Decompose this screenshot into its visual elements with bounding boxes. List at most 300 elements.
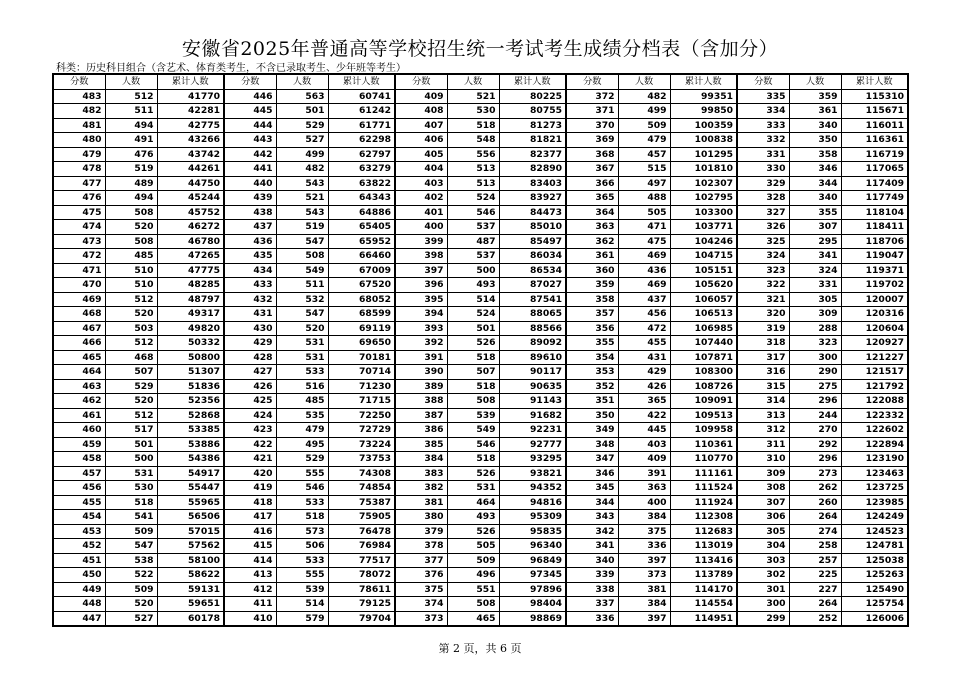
count-cell: 503 xyxy=(105,321,157,336)
score-cell: 452 xyxy=(53,539,105,554)
table-row xyxy=(53,452,908,467)
count-cell: 469 xyxy=(618,249,670,264)
cumulative-cell: 122602 xyxy=(841,423,908,438)
cumulative-cell: 110361 xyxy=(670,437,737,452)
table-row xyxy=(53,481,908,496)
score-cell: 400 xyxy=(395,220,447,235)
count-cell: 225 xyxy=(789,568,841,583)
score-cell: 439 xyxy=(224,191,276,206)
score-cell: 447 xyxy=(53,611,105,626)
cumulative-cell: 57562 xyxy=(157,539,224,554)
cumulative-cell: 46780 xyxy=(157,234,224,249)
score-cell: 311 xyxy=(737,437,789,452)
score-cell: 387 xyxy=(395,408,447,423)
count-cell: 512 xyxy=(105,89,157,104)
count-cell: 508 xyxy=(105,234,157,249)
cumulative-cell: 43742 xyxy=(157,147,224,162)
count-cell: 507 xyxy=(447,365,499,380)
count-cell: 400 xyxy=(618,495,670,510)
score-cell: 349 xyxy=(566,423,618,438)
cumulative-cell: 41770 xyxy=(157,89,224,104)
score-cell: 375 xyxy=(395,582,447,597)
cumulative-cell: 69119 xyxy=(328,321,395,336)
cumulative-header: 累计人数 xyxy=(670,74,737,89)
cumulative-cell: 51836 xyxy=(157,379,224,394)
cumulative-cell: 95309 xyxy=(499,510,566,525)
score-cell: 307 xyxy=(737,495,789,510)
score-cell: 310 xyxy=(737,452,789,467)
table-row xyxy=(53,191,908,206)
count-cell: 469 xyxy=(618,278,670,293)
cumulative-cell: 109513 xyxy=(670,408,737,423)
count-cell: 350 xyxy=(789,133,841,148)
cumulative-cell: 81821 xyxy=(499,133,566,148)
cumulative-cell: 107871 xyxy=(670,350,737,365)
score-cell: 356 xyxy=(566,321,618,336)
score-cell: 410 xyxy=(224,611,276,626)
score-cell: 423 xyxy=(224,423,276,438)
score-cell: 339 xyxy=(566,568,618,583)
score-cell: 417 xyxy=(224,510,276,525)
cumulative-cell: 52868 xyxy=(157,408,224,423)
count-cell: 535 xyxy=(276,408,328,423)
count-cell: 252 xyxy=(789,611,841,626)
count-cell: 264 xyxy=(789,510,841,525)
score-cell: 404 xyxy=(395,162,447,177)
cumulative-cell: 120007 xyxy=(841,292,908,307)
count-cell: 530 xyxy=(105,481,157,496)
cumulative-cell: 54386 xyxy=(157,452,224,467)
count-cell: 530 xyxy=(447,104,499,119)
count-cell: 520 xyxy=(105,394,157,409)
score-cell: 332 xyxy=(737,133,789,148)
page-title: 安徽省2025年普通高等学校招生统一考试考生成绩分档表（含加分） xyxy=(181,38,779,60)
cumulative-cell: 93295 xyxy=(499,452,566,467)
count-cell: 373 xyxy=(618,568,670,583)
score-cell: 305 xyxy=(737,524,789,539)
count-cell: 323 xyxy=(789,336,841,351)
score-cell: 433 xyxy=(224,278,276,293)
count-cell: 331 xyxy=(789,278,841,293)
score-cell: 473 xyxy=(53,234,105,249)
score-cell: 468 xyxy=(53,307,105,322)
score-cell: 321 xyxy=(737,292,789,307)
table-header xyxy=(53,74,908,89)
cumulative-cell: 126006 xyxy=(841,611,908,626)
count-cell: 526 xyxy=(447,336,499,351)
score-cell: 366 xyxy=(566,176,618,191)
count-cell: 533 xyxy=(276,495,328,510)
score-cell: 370 xyxy=(566,118,618,133)
score-cell: 385 xyxy=(395,437,447,452)
count-cell: 344 xyxy=(789,176,841,191)
score-cell: 464 xyxy=(53,365,105,380)
score-cell: 300 xyxy=(737,597,789,612)
cumulative-cell: 50800 xyxy=(157,350,224,365)
score-cell: 403 xyxy=(395,176,447,191)
cumulative-cell: 118104 xyxy=(841,205,908,220)
score-cell: 420 xyxy=(224,466,276,481)
count-cell: 500 xyxy=(105,452,157,467)
cumulative-cell: 60741 xyxy=(328,89,395,104)
count-cell: 456 xyxy=(618,307,670,322)
count-header: 人数 xyxy=(276,74,328,89)
cumulative-cell: 79704 xyxy=(328,611,395,626)
count-cell: 533 xyxy=(276,365,328,380)
cumulative-cell: 80755 xyxy=(499,104,566,119)
score-cell: 347 xyxy=(566,452,618,467)
cumulative-cell: 67520 xyxy=(328,278,395,293)
score-cell: 320 xyxy=(737,307,789,322)
count-cell: 579 xyxy=(276,611,328,626)
score-cell: 394 xyxy=(395,307,447,322)
count-cell: 515 xyxy=(618,162,670,177)
score-cell: 322 xyxy=(737,278,789,293)
cumulative-cell: 98404 xyxy=(499,597,566,612)
cumulative-cell: 99351 xyxy=(670,89,737,104)
count-cell: 508 xyxy=(276,249,328,264)
score-cell: 324 xyxy=(737,249,789,264)
count-cell: 499 xyxy=(276,147,328,162)
score-cell: 369 xyxy=(566,133,618,148)
table-row xyxy=(53,379,908,394)
score-cell: 362 xyxy=(566,234,618,249)
score-cell: 430 xyxy=(224,321,276,336)
count-cell: 529 xyxy=(276,118,328,133)
table-row xyxy=(53,394,908,409)
score-cell: 348 xyxy=(566,437,618,452)
score-cell: 476 xyxy=(53,191,105,206)
cumulative-cell: 82890 xyxy=(499,162,566,177)
table-row xyxy=(53,510,908,525)
score-cell: 451 xyxy=(53,553,105,568)
table-row xyxy=(53,365,908,380)
cumulative-cell: 61771 xyxy=(328,118,395,133)
score-cell: 462 xyxy=(53,394,105,409)
count-cell: 526 xyxy=(447,524,499,539)
cumulative-cell: 97896 xyxy=(499,582,566,597)
subject-line: 科类：历史科目组合（含艺术、体育类考生，不含已录取考生、少年班等考生） xyxy=(56,63,406,74)
cumulative-cell: 105620 xyxy=(670,278,737,293)
table-row xyxy=(53,321,908,336)
score-cell: 469 xyxy=(53,292,105,307)
count-cell: 508 xyxy=(447,597,499,612)
count-cell: 292 xyxy=(789,437,841,452)
cumulative-cell: 84473 xyxy=(499,205,566,220)
cumulative-cell: 74854 xyxy=(328,481,395,496)
count-cell: 346 xyxy=(789,162,841,177)
count-cell: 500 xyxy=(447,263,499,278)
count-cell: 493 xyxy=(447,278,499,293)
cumulative-cell: 110770 xyxy=(670,452,737,467)
cumulative-cell: 65952 xyxy=(328,234,395,249)
count-cell: 508 xyxy=(447,394,499,409)
cumulative-cell: 107440 xyxy=(670,336,737,351)
cumulative-cell: 47775 xyxy=(157,263,224,278)
cumulative-header: 累计人数 xyxy=(157,74,224,89)
score-cell: 330 xyxy=(737,162,789,177)
count-cell: 260 xyxy=(789,495,841,510)
count-cell: 512 xyxy=(105,408,157,423)
cumulative-cell: 55447 xyxy=(157,481,224,496)
cumulative-cell: 56506 xyxy=(157,510,224,525)
score-cell: 390 xyxy=(395,365,447,380)
count-cell: 493 xyxy=(447,510,499,525)
score-cell: 391 xyxy=(395,350,447,365)
score-cell: 341 xyxy=(566,539,618,554)
table-body xyxy=(53,89,908,626)
count-cell: 476 xyxy=(105,147,157,162)
table-row xyxy=(53,539,908,554)
score-cell: 405 xyxy=(395,147,447,162)
cumulative-cell: 93821 xyxy=(499,466,566,481)
cumulative-cell: 95835 xyxy=(499,524,566,539)
count-cell: 547 xyxy=(276,234,328,249)
count-cell: 537 xyxy=(447,249,499,264)
table-row xyxy=(53,350,908,365)
cumulative-cell: 104715 xyxy=(670,249,737,264)
table-row xyxy=(53,423,908,438)
cumulative-cell: 45244 xyxy=(157,191,224,206)
count-cell: 563 xyxy=(276,89,328,104)
score-cell: 444 xyxy=(224,118,276,133)
cumulative-header: 累计人数 xyxy=(328,74,395,89)
table-row xyxy=(53,336,908,351)
score-cell: 334 xyxy=(737,104,789,119)
count-cell: 501 xyxy=(447,321,499,336)
count-cell: 548 xyxy=(447,133,499,148)
score-cell: 335 xyxy=(737,89,789,104)
count-header: 人数 xyxy=(618,74,670,89)
count-cell: 409 xyxy=(618,452,670,467)
cumulative-cell: 90635 xyxy=(499,379,566,394)
cumulative-cell: 100359 xyxy=(670,118,737,133)
cumulative-cell: 79125 xyxy=(328,597,395,612)
cumulative-cell: 43266 xyxy=(157,133,224,148)
cumulative-cell: 89092 xyxy=(499,336,566,351)
count-cell: 288 xyxy=(789,321,841,336)
count-cell: 510 xyxy=(105,278,157,293)
count-cell: 505 xyxy=(447,539,499,554)
count-cell: 361 xyxy=(789,104,841,119)
cumulative-cell: 77517 xyxy=(328,553,395,568)
score-cell: 355 xyxy=(566,336,618,351)
cumulative-cell: 94352 xyxy=(499,481,566,496)
count-cell: 488 xyxy=(618,191,670,206)
table-row xyxy=(53,495,908,510)
count-cell: 531 xyxy=(105,466,157,481)
cumulative-cell: 96340 xyxy=(499,539,566,554)
cumulative-cell: 119047 xyxy=(841,249,908,264)
score-cell: 425 xyxy=(224,394,276,409)
score-cell: 350 xyxy=(566,408,618,423)
count-cell: 468 xyxy=(105,350,157,365)
count-cell: 506 xyxy=(276,539,328,554)
count-cell: 510 xyxy=(105,263,157,278)
count-cell: 479 xyxy=(618,133,670,148)
count-cell: 494 xyxy=(105,191,157,206)
score-cell: 458 xyxy=(53,452,105,467)
cumulative-cell: 122332 xyxy=(841,408,908,423)
score-cell: 474 xyxy=(53,220,105,235)
cumulative-cell: 92777 xyxy=(499,437,566,452)
count-cell: 573 xyxy=(276,524,328,539)
score-cell: 326 xyxy=(737,220,789,235)
score-cell: 368 xyxy=(566,147,618,162)
score-cell: 440 xyxy=(224,176,276,191)
count-cell: 511 xyxy=(276,278,328,293)
count-cell: 270 xyxy=(789,423,841,438)
count-cell: 513 xyxy=(447,176,499,191)
count-cell: 513 xyxy=(447,162,499,177)
score-cell: 354 xyxy=(566,350,618,365)
cumulative-cell: 103771 xyxy=(670,220,737,235)
cumulative-cell: 112683 xyxy=(670,524,737,539)
count-cell: 501 xyxy=(276,104,328,119)
count-cell: 521 xyxy=(276,191,328,206)
score-cell: 346 xyxy=(566,466,618,481)
cumulative-cell: 59651 xyxy=(157,597,224,612)
score-cell: 431 xyxy=(224,307,276,322)
cumulative-cell: 45752 xyxy=(157,205,224,220)
cumulative-cell: 123463 xyxy=(841,466,908,481)
count-cell: 340 xyxy=(789,118,841,133)
score-cell: 379 xyxy=(395,524,447,539)
count-cell: 551 xyxy=(447,582,499,597)
cumulative-cell: 116719 xyxy=(841,147,908,162)
score-cell: 336 xyxy=(566,611,618,626)
score-cell: 319 xyxy=(737,321,789,336)
score-cell: 418 xyxy=(224,495,276,510)
score-header: 分数 xyxy=(224,74,276,89)
score-cell: 471 xyxy=(53,263,105,278)
cumulative-cell: 103300 xyxy=(670,205,737,220)
score-cell: 325 xyxy=(737,234,789,249)
score-cell: 392 xyxy=(395,336,447,351)
count-cell: 518 xyxy=(447,350,499,365)
count-cell: 547 xyxy=(276,307,328,322)
cumulative-cell: 115671 xyxy=(841,104,908,119)
score-cell: 448 xyxy=(53,597,105,612)
cumulative-cell: 82377 xyxy=(499,147,566,162)
score-cell: 438 xyxy=(224,205,276,220)
score-cell: 357 xyxy=(566,307,618,322)
cumulative-cell: 55965 xyxy=(157,495,224,510)
cumulative-cell: 42281 xyxy=(157,104,224,119)
count-cell: 437 xyxy=(618,292,670,307)
cumulative-cell: 53886 xyxy=(157,437,224,452)
score-cell: 419 xyxy=(224,481,276,496)
cumulative-cell: 86034 xyxy=(499,249,566,264)
count-cell: 521 xyxy=(447,89,499,104)
count-cell: 403 xyxy=(618,437,670,452)
cumulative-cell: 62298 xyxy=(328,133,395,148)
table-row xyxy=(53,234,908,249)
count-cell: 358 xyxy=(789,147,841,162)
cumulative-cell: 75905 xyxy=(328,510,395,525)
cumulative-cell: 125754 xyxy=(841,597,908,612)
count-cell: 497 xyxy=(618,176,670,191)
count-cell: 526 xyxy=(447,466,499,481)
count-cell: 520 xyxy=(105,307,157,322)
cumulative-cell: 75387 xyxy=(328,495,395,510)
count-cell: 397 xyxy=(618,611,670,626)
cumulative-cell: 117065 xyxy=(841,162,908,177)
score-cell: 424 xyxy=(224,408,276,423)
cumulative-cell: 101295 xyxy=(670,147,737,162)
cumulative-cell: 87027 xyxy=(499,278,566,293)
count-cell: 546 xyxy=(447,205,499,220)
score-cell: 412 xyxy=(224,582,276,597)
count-cell: 509 xyxy=(105,524,157,539)
count-cell: 520 xyxy=(276,321,328,336)
score-cell: 415 xyxy=(224,539,276,554)
count-cell: 531 xyxy=(447,481,499,496)
cumulative-cell: 105151 xyxy=(670,263,737,278)
table-row xyxy=(53,147,908,162)
cumulative-cell: 113789 xyxy=(670,568,737,583)
count-cell: 532 xyxy=(276,292,328,307)
count-cell: 381 xyxy=(618,582,670,597)
count-cell: 431 xyxy=(618,350,670,365)
cumulative-cell: 63279 xyxy=(328,162,395,177)
score-cell: 359 xyxy=(566,278,618,293)
cumulative-cell: 74308 xyxy=(328,466,395,481)
cumulative-cell: 119371 xyxy=(841,263,908,278)
cumulative-cell: 71715 xyxy=(328,394,395,409)
cumulative-cell: 91143 xyxy=(499,394,566,409)
page-number: 第 2 页，共 6 页 xyxy=(438,642,522,655)
score-cell: 443 xyxy=(224,133,276,148)
cumulative-cell: 102307 xyxy=(670,176,737,191)
score-header: 分数 xyxy=(53,74,105,89)
score-cell: 483 xyxy=(53,89,105,104)
count-cell: 244 xyxy=(789,408,841,423)
cumulative-cell: 125263 xyxy=(841,568,908,583)
score-cell: 345 xyxy=(566,481,618,496)
score-cell: 360 xyxy=(566,263,618,278)
cumulative-cell: 53385 xyxy=(157,423,224,438)
count-cell: 472 xyxy=(618,321,670,336)
count-cell: 365 xyxy=(618,394,670,409)
score-cell: 414 xyxy=(224,553,276,568)
cumulative-cell: 86534 xyxy=(499,263,566,278)
cumulative-cell: 69650 xyxy=(328,336,395,351)
cumulative-cell: 98869 xyxy=(499,611,566,626)
count-cell: 336 xyxy=(618,539,670,554)
count-cell: 479 xyxy=(276,423,328,438)
cumulative-cell: 67009 xyxy=(328,263,395,278)
count-cell: 539 xyxy=(447,408,499,423)
count-cell: 529 xyxy=(276,452,328,467)
score-cell: 352 xyxy=(566,379,618,394)
count-cell: 555 xyxy=(276,568,328,583)
score-cell: 364 xyxy=(566,205,618,220)
cumulative-cell: 72250 xyxy=(328,408,395,423)
table-row xyxy=(53,307,908,322)
count-cell: 511 xyxy=(105,104,157,119)
score-cell: 459 xyxy=(53,437,105,452)
cumulative-cell: 104246 xyxy=(670,234,737,249)
cumulative-cell: 122088 xyxy=(841,394,908,409)
score-cell: 380 xyxy=(395,510,447,525)
cumulative-cell: 50332 xyxy=(157,336,224,351)
score-cell: 393 xyxy=(395,321,447,336)
count-cell: 519 xyxy=(276,220,328,235)
count-cell: 264 xyxy=(789,597,841,612)
score-cell: 426 xyxy=(224,379,276,394)
score-cell: 461 xyxy=(53,408,105,423)
